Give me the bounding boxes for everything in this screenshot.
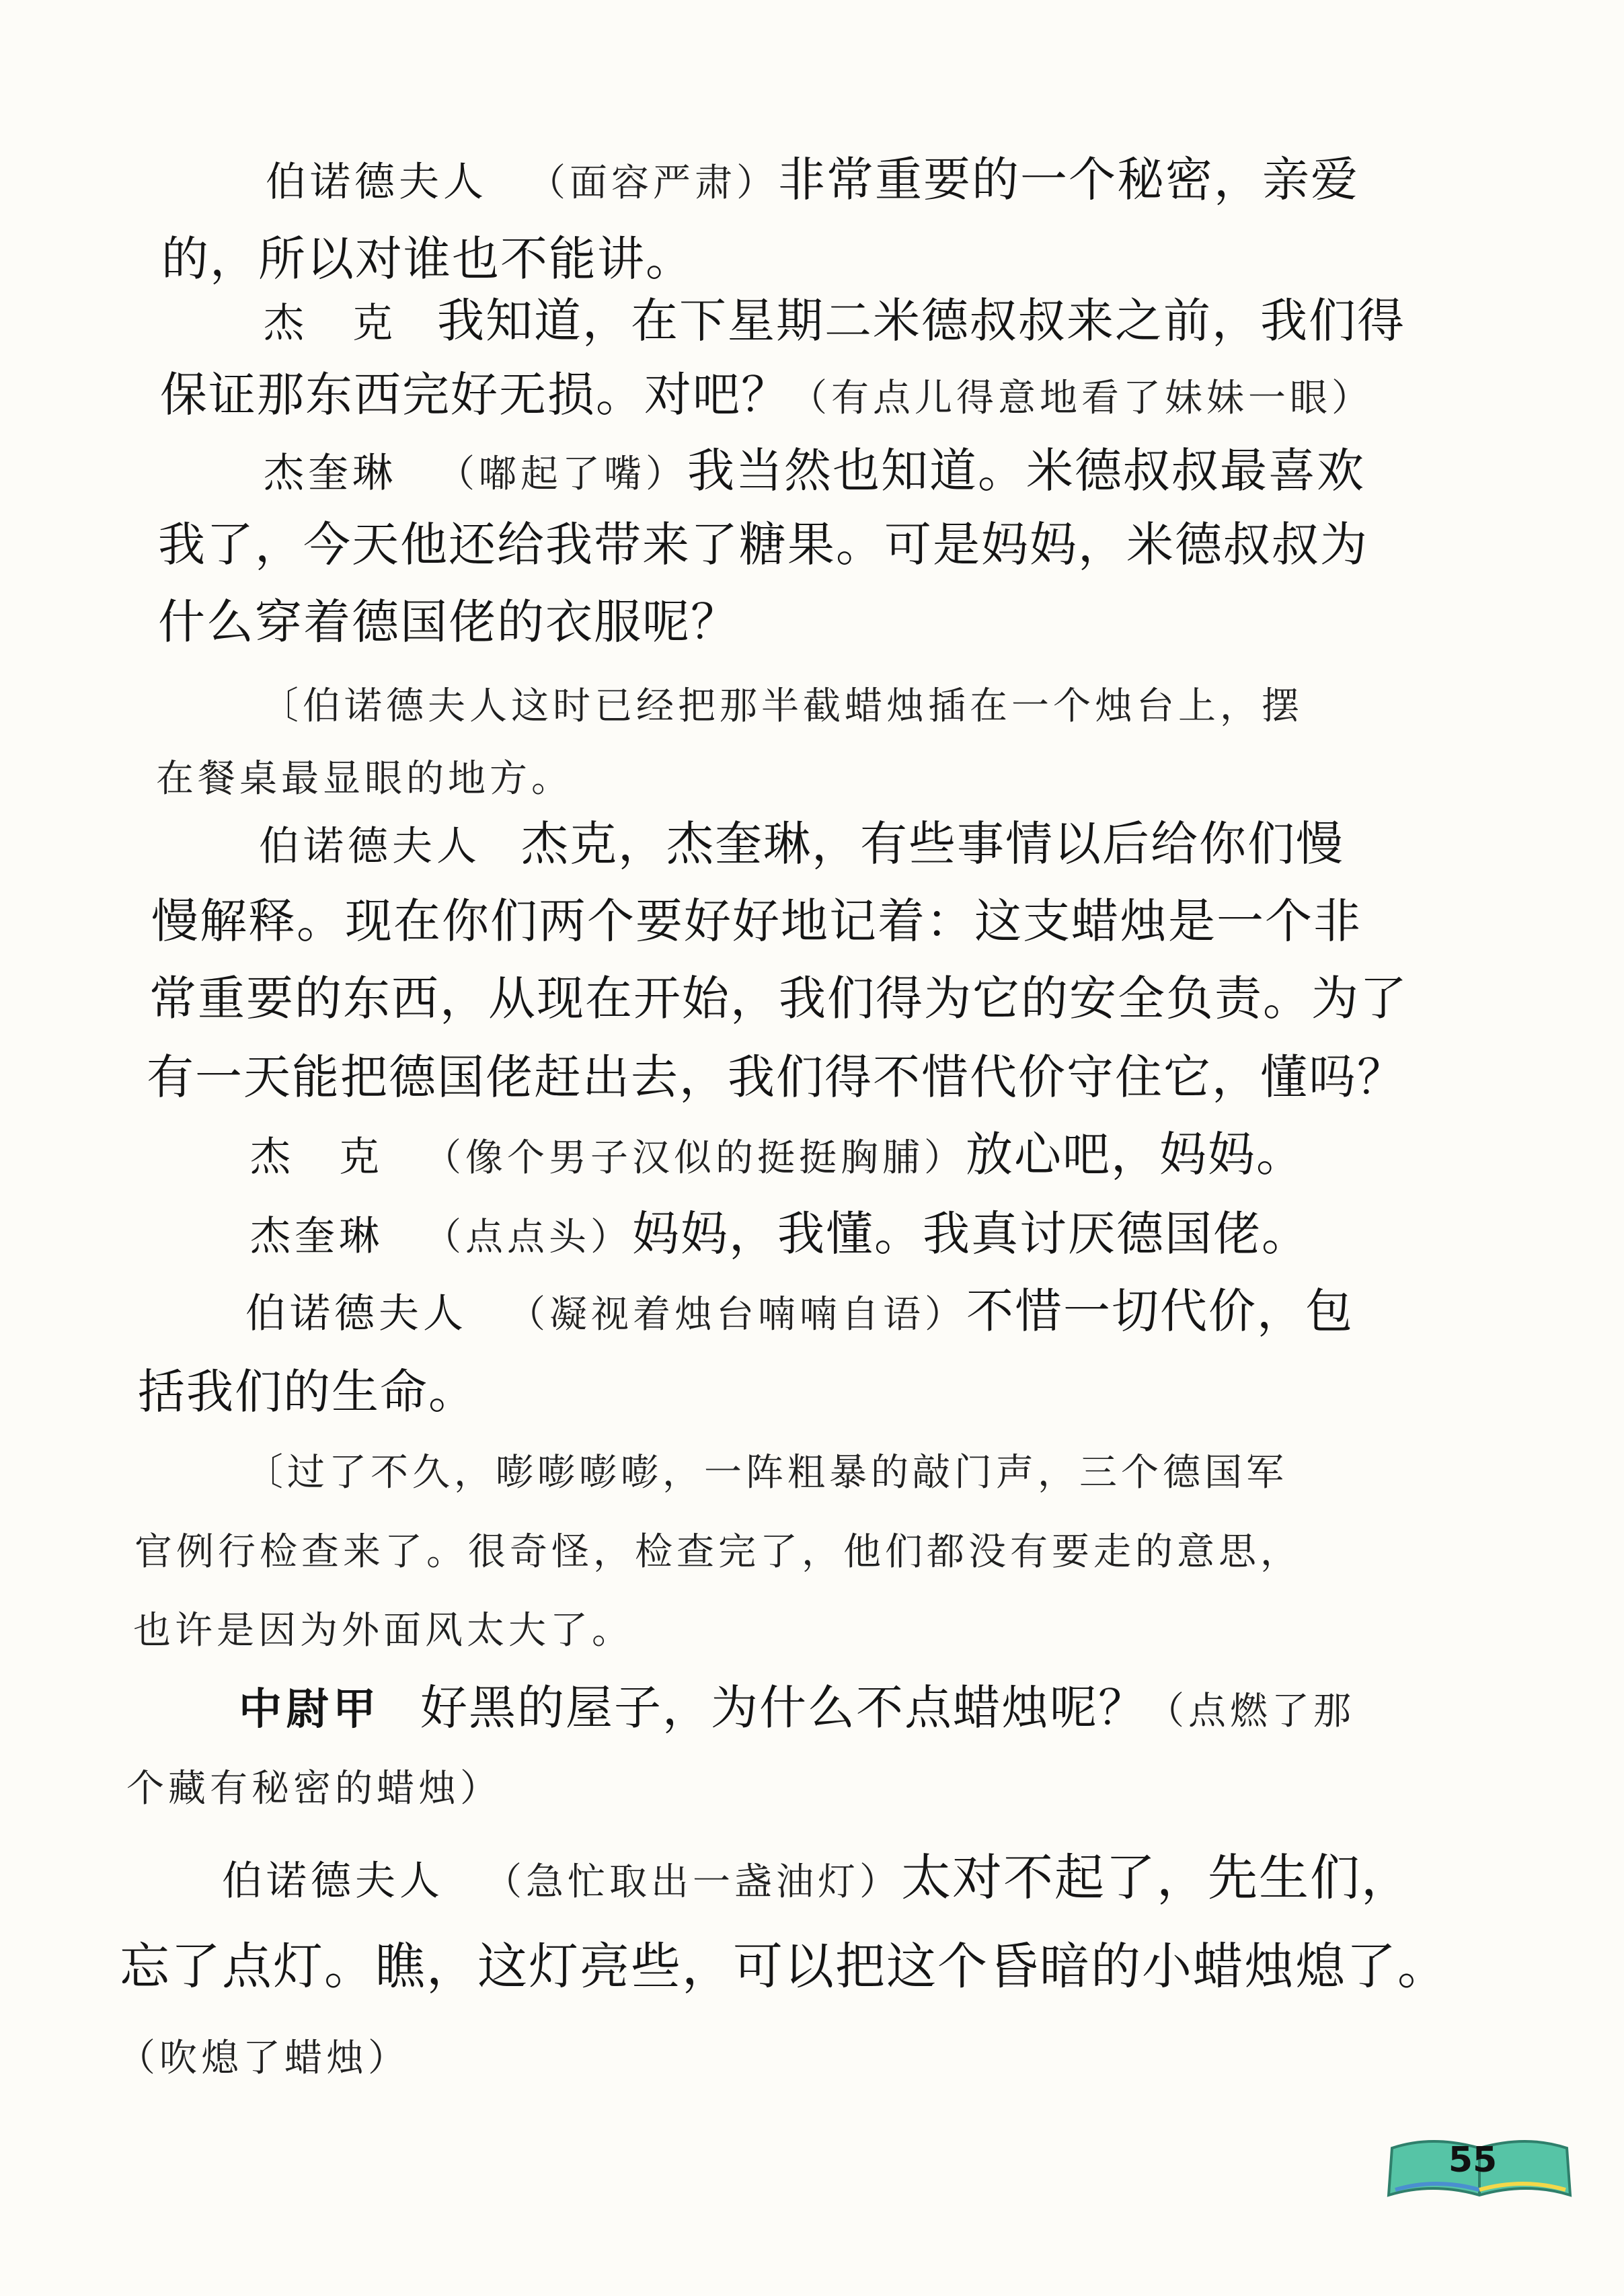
speaker-name: 伯诺德夫人 xyxy=(222,1858,444,1905)
dialogue-text: 我了，今天他还给我带来了糖果。可是妈妈，米德叔叔为 xyxy=(158,517,1368,572)
script-line xyxy=(120,1936,1448,1997)
dialogue-text: 杰克，杰奎琳，有些事情以后给你们慢 xyxy=(521,816,1344,871)
stage-direction: （吹熄了蜡烛） xyxy=(118,2036,410,2080)
script-line xyxy=(158,592,739,652)
dialogue-text: 什么穿着德国佬的衣服呢？ xyxy=(158,594,739,649)
script-line xyxy=(133,1597,633,1661)
stage-direction: 个藏有秘密的蜡烛） xyxy=(126,1767,502,1811)
script-line xyxy=(161,229,694,289)
script-line xyxy=(222,1848,1412,1913)
dialogue-text: 我当然也知道。米德叔叔最喜欢 xyxy=(687,443,1365,498)
script-line xyxy=(266,149,1359,214)
script-line xyxy=(138,1361,477,1422)
dialogue-text: 的，所以对谁也不能讲。 xyxy=(161,231,694,286)
speaker-name: 杰奎琳 xyxy=(250,1213,383,1260)
stage-direction: 在餐桌最显眼的地方。 xyxy=(156,757,573,801)
script-line xyxy=(160,364,1373,429)
stage-direction: （急忙取出一盏油灯） xyxy=(484,1860,901,1904)
stage-direction: （嘟起了嘴） xyxy=(437,452,687,496)
page-number-badge xyxy=(1379,2128,1580,2205)
dialogue-text: 忘了点灯。瞧，这灯亮些，可以把这个昏暗的小蜡烛熄了。 xyxy=(120,1938,1448,1995)
speaker-name: 杰 克 xyxy=(264,300,397,347)
stage-direction: （像个男子汉似的挺挺胸脯） xyxy=(424,1136,966,1180)
dialogue-text: 妈妈，我懂。我真讨厌德国佬。 xyxy=(632,1206,1310,1261)
stage-direction: （点点头） xyxy=(424,1216,632,1259)
script-line xyxy=(134,1518,1302,1583)
script-line xyxy=(156,745,573,809)
dialogue-text: 放心吧，妈妈。 xyxy=(966,1127,1305,1182)
script-line xyxy=(264,290,1405,354)
speaker-name: 杰奎琳 xyxy=(264,450,397,497)
script-line xyxy=(250,1124,1305,1189)
dialogue-text: 不惜一切代价，包 xyxy=(966,1283,1354,1339)
script-line xyxy=(151,891,1362,951)
script-line xyxy=(147,1047,1405,1107)
stage-direction: （凝视着烛台喃喃自语） xyxy=(508,1293,966,1337)
speaker-name: 伯诺德夫人 xyxy=(266,159,488,206)
script-line xyxy=(158,514,1368,575)
script-line xyxy=(245,1439,1288,1503)
dialogue-text: 保证那东西完好无损。对吧？ xyxy=(160,367,789,422)
dialogue-text: 常重要的东西，从现在开始，我们得为它的安全负责。为了 xyxy=(149,971,1408,1026)
speaker-name: 伯诺德夫人 xyxy=(245,1290,467,1337)
script-line xyxy=(126,1755,502,1819)
script-line xyxy=(239,1677,1355,1742)
page-number: 55 xyxy=(1448,2140,1498,2180)
script-line xyxy=(149,968,1408,1029)
dialogue-text: 慢解释。现在你们两个要好好地记着：这支蜡烛是一个非 xyxy=(151,894,1362,949)
stage-direction: （面容严肃） xyxy=(528,161,778,205)
speaker-name: 中尉甲 xyxy=(239,1685,380,1735)
script-line xyxy=(118,2024,410,2089)
speaker-name: 杰 克 xyxy=(250,1134,383,1181)
dialogue-text: 太对不起了，先生们， xyxy=(901,1849,1412,1907)
stage-direction: （有点儿得意地看了妹妹一眼） xyxy=(789,377,1373,420)
dialogue-text: 有一天能把德国佬赶出去，我们得不惜代价守住它，懂吗？ xyxy=(147,1050,1405,1105)
stage-direction: 官例行检查来了。很奇怪，检查完了，他们都没有要走的意思， xyxy=(134,1530,1302,1574)
speaker-name: 伯诺德夫人 xyxy=(259,823,481,870)
script-line xyxy=(250,1203,1310,1268)
dialogue-text: 括我们的生命。 xyxy=(138,1364,477,1419)
script-line xyxy=(259,814,1344,877)
script-line xyxy=(245,1281,1354,1345)
dialogue-text: 好黑的屋子，为什么不点蜡烛呢？ xyxy=(420,1680,1147,1735)
stage-direction: （点燃了那 xyxy=(1147,1690,1355,1733)
dialogue-text: 非常重要的一个秘密，亲爱 xyxy=(778,152,1359,207)
stage-direction: 也许是因为外面风太大了。 xyxy=(133,1609,633,1653)
stage-direction: 〔过了不久，嘭嘭嘭嘭，一阵粗暴的敲门声，三个德国军 xyxy=(245,1451,1288,1495)
stage-direction: 〔伯诺德夫人这时已经把那半截蜡烛插在一个烛台上，摆 xyxy=(261,684,1303,728)
script-line xyxy=(261,672,1303,737)
script-line xyxy=(264,440,1365,505)
dialogue-text: 我知道，在下星期二米德叔叔来之前，我们得 xyxy=(437,293,1405,348)
